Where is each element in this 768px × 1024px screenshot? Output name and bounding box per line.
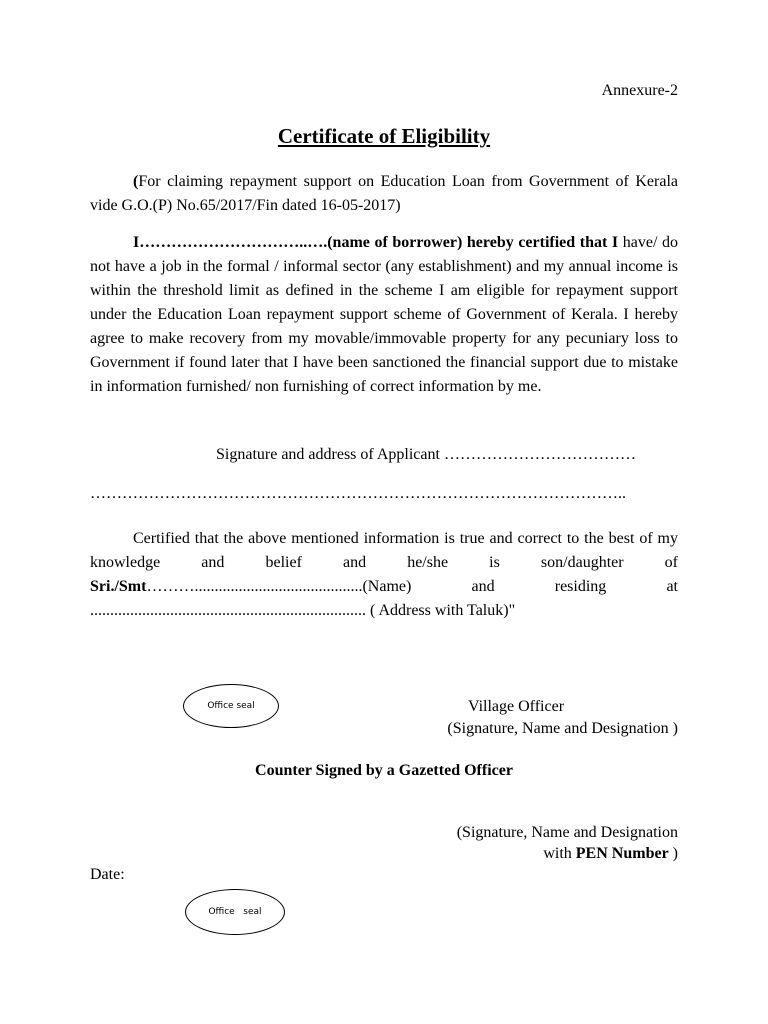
- certification-part1: Certified that the above mentioned information is true and correct to the best of my knowledge and belief and he/she is son/daughter of: [90, 530, 678, 571]
- certification-part2: ………..........................................(Name) and residing at ..................................................................... ( Address with Taluk)": [90, 578, 678, 619]
- intro-text: For claiming repayment support on Education Loan from Government of Kerala vide G.O.(P) No.65/2017/Fin dated 16-05-2017): [90, 173, 678, 214]
- office-seal-2: [185, 889, 285, 935]
- pen-number-label: PEN Number: [575, 845, 669, 862]
- office-seal-2-label: Office seal: [208, 907, 262, 917]
- declaration-paragraph: [90, 231, 678, 399]
- office-seal-1: [183, 684, 279, 728]
- village-officer-signature: (Signature, Name and Designation ): [447, 720, 678, 737]
- intro-paragraph: [90, 170, 678, 218]
- village-officer-title: Village Officer: [467, 698, 565, 715]
- gazetted-close: ): [668, 845, 678, 862]
- applicant-signature-line: Signature and address of Applicant ………………………………: [216, 446, 636, 463]
- address-dotted-line: ………………………………………………………………………………………..: [90, 485, 626, 502]
- gazetted-signature-line1: (Signature, Name and Designation: [456, 824, 678, 841]
- office-seal-1-label: Office seal: [207, 701, 255, 711]
- counter-signed-heading: Counter Signed by a Gazetted Officer: [255, 762, 513, 779]
- declaration-lead: I…………………………..….(name of borrower) hereby certified that I: [133, 234, 619, 251]
- intro-open-paren: (: [133, 173, 139, 190]
- date-label: Date:: [90, 866, 125, 883]
- document-title: Certificate of Eligibility: [277, 124, 491, 148]
- gazetted-signature-line2: [300, 845, 678, 863]
- declaration-body: have/ do not have a job in the formal / informal sector (any establishment) and my annual income is within the threshold limit as defined in the scheme I am eligible for repayment support under the Education Loan repayment support scheme of Government of Kerala. I hereby agree to make recovery from my movable/immovable property for any pecuniary loss to Government if found later that I have been sanctioned the financial support due to mistake in information furnished/ non furnishing of correct information by me.: [90, 234, 678, 395]
- annexure-label: Annexure-2: [601, 82, 678, 99]
- gazetted-with: with: [543, 845, 576, 862]
- certification-paragraph: [90, 527, 678, 623]
- sri-smt-label: Sri./Smt: [90, 578, 147, 595]
